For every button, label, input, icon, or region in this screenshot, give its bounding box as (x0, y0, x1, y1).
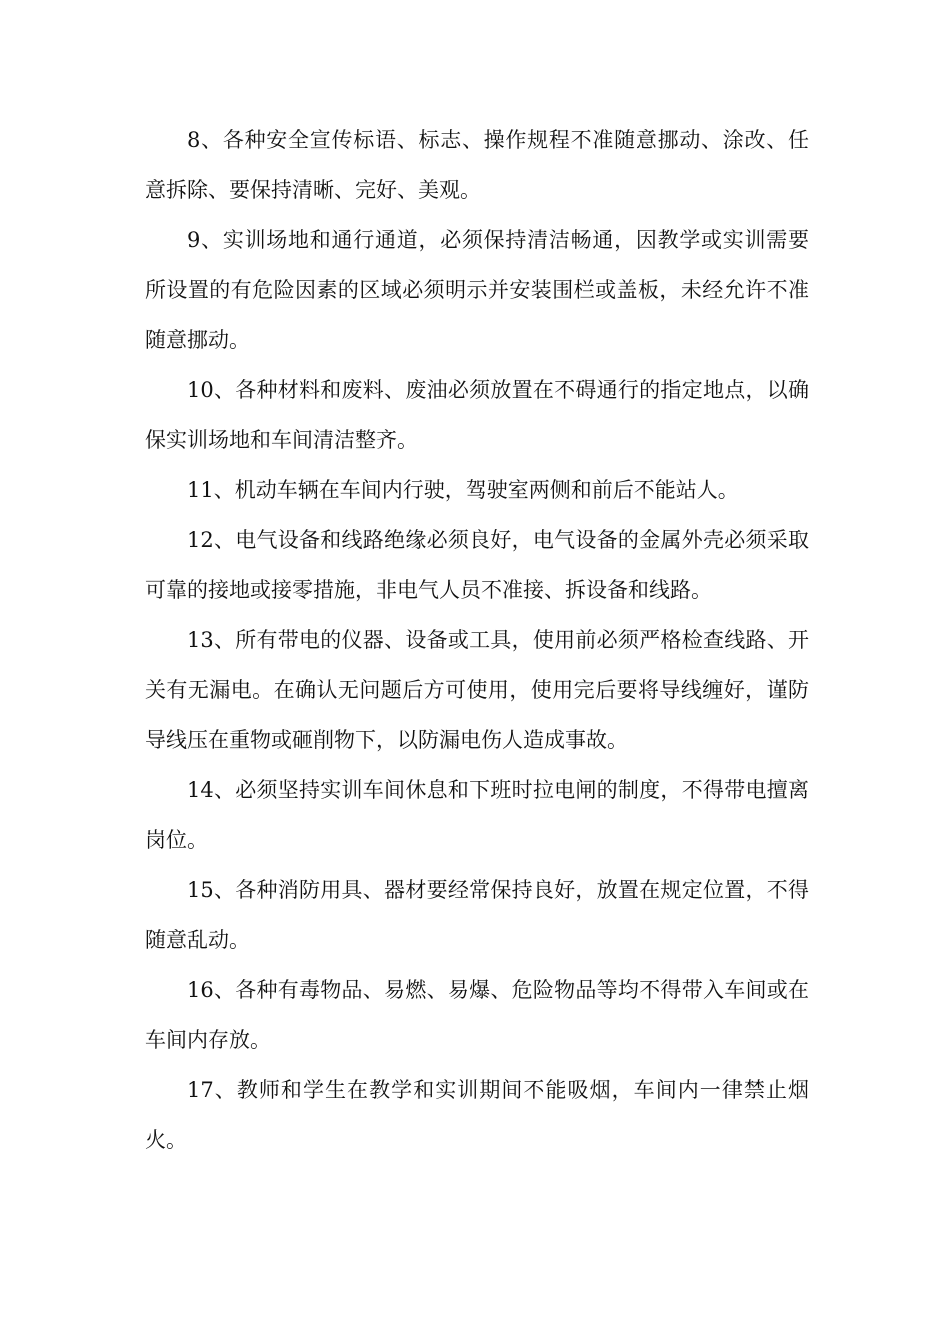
paragraph-11: 11、机动车辆在车间内行驶，驾驶室两侧和前后不能站人。 (187, 478, 739, 502)
paragraph-10: 10、各种材料和废料、废油必须放置在不碍通行的指定地点，以确保实训场地和车间清洁整齐。 (145, 378, 809, 452)
paragraph-13: 13、所有带电的仪器、设备或工具，使用前必须严格检查线路、开关有无漏电。在确认无问题后方可使用，使用完后要将导线缠好，谨防导线压在重物或砸削物下，以防漏电伤人造成事故。 (145, 628, 809, 752)
paragraph-12: 12、电气设备和线路绝缘必须良好，电气设备的金属外壳必须采取可靠的接地或接零措施，非电气人员不准接、拆设备和线路。 (145, 528, 809, 602)
paragraph-9: 9、实训场地和通行通道，必须保持清洁畅通，因教学或实训需要所设置的有危险因素的区域必须明示并安装围栏或盖板，未经允许不准随意挪动。 (145, 228, 809, 352)
paragraph-15: 15、各种消防用具、器材要经常保持良好，放置在规定位置，不得随意乱动。 (145, 878, 809, 952)
paragraph-14: 14、必须坚持实训车间休息和下班时拉电闸的制度，不得带电擅离岗位。 (145, 778, 809, 852)
paragraph-16: 16、各种有毒物品、易燃、易爆、危险物品等均不得带入车间或在车间内存放。 (145, 978, 809, 1052)
paragraph-17: 17、教师和学生在教学和实训期间不能吸烟，车间内一律禁止烟火。 (145, 1078, 809, 1152)
document-body (145, 115, 809, 1165)
paragraph-8: 8、各种安全宣传标语、标志、操作规程不准随意挪动、涂改、任意拆除、要保持清晰、完好、美观。 (145, 128, 809, 202)
